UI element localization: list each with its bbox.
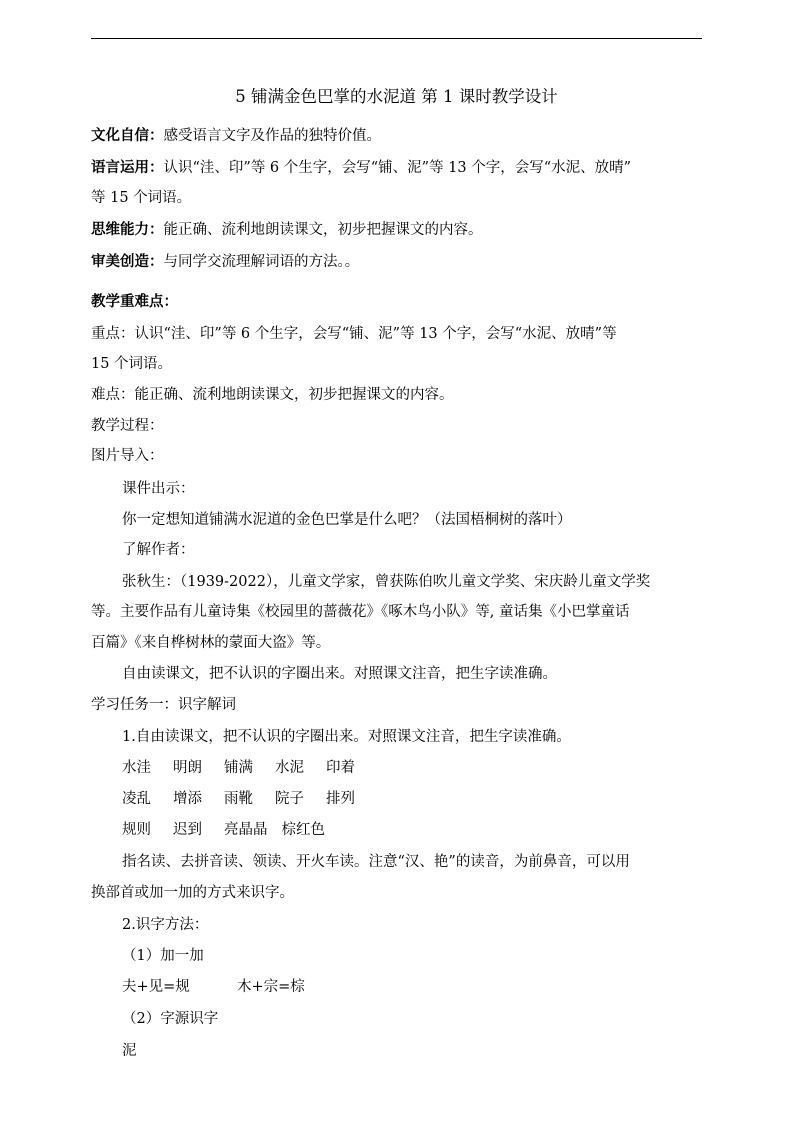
goal-language [91,157,631,179]
goal-text: 与同学交流理解词语的方法。。 [163,254,360,270]
key-point-focus-cont: 15 个词语。 [91,356,173,372]
goal-label: 审美创造： [91,253,164,270]
goal-text: 认识“洼、印”等 6 个生字，会写“铺、泥”等 13 个字，会写“水泥、放晴” [163,160,632,176]
goal-thinking [91,219,483,241]
step-two: 2.识字方法： [122,917,209,933]
author-heading: 了解作者： [122,542,195,558]
key-point-difficulty: 难点：能正确、流利地朗读课文，初步把握课文的内容。 [91,387,454,403]
word-row [122,788,355,810]
vocab-word: 院子 [275,791,304,807]
reading-methods-line1: 指名读、去拼音读、领读、开火车读。注意“汉、艳”的读音，为前鼻音，可以用 [122,854,630,870]
vocab-word: 排列 [326,791,355,807]
vocab-word: 凌乱 [122,791,151,807]
key-points-heading: 教学重难点： [91,293,178,310]
step-one: 1.自由读课文，把不认识的字圈出来。对照课文注音，把生字读准确。 [122,729,571,745]
author-bio-line2: 等。主要作品有儿童诗集《校园里的蔷薇花》《啄木鸟小队》等, 童话集《小巴掌童话 [91,604,630,620]
example-character: 泥 [122,1043,137,1059]
char-combo: 木+宗=棕 [237,979,305,995]
word-row [122,819,325,841]
courseware-label: 课件出示： [122,481,195,497]
task-one-heading: 学习任务一：识字解词 [91,697,236,713]
vocab-word: 雨靴 [224,791,253,807]
key-point-focus: 重点：认识“洼、印”等 6 个生字，会写“铺、泥”等 13 个字，会写“水泥、放晴”等 [91,326,617,342]
goal-text: 等 15 个词语。 [91,190,192,206]
vocab-word: 水洼 [122,760,151,776]
method-etymology: （2）字源识字 [122,1011,219,1027]
goal-aesthetic [91,251,359,273]
vocab-word: 水泥 [275,760,304,776]
process-heading: 教学过程： [91,418,164,434]
vocab-word: 增添 [173,791,202,807]
vocab-word: 规则 [122,822,151,838]
header-rule [91,38,702,39]
goal-label: 语言运用： [91,159,164,176]
vocab-word: 明朗 [173,760,202,776]
author-bio-line3: 百篇》《来自桦树林的蒙面大盗》等。 [91,635,331,651]
author-bio-line1: 张秋生：（1939-2022），儿童文学家，曾获陈伯吹儿童文学奖、宋庆龄儿童文学奖 [122,574,651,590]
goal-text: 感受语言文字及作品的独特价值。 [163,128,381,144]
intro-question: 你一定想知道铺满水泥道的金色巴掌是什么吧？（法国梧桐树的落叶） [122,512,572,528]
vocab-word: 铺满 [224,760,253,776]
reading-methods-line2: 换部首或加一加的方式来识字。 [91,885,294,901]
goal-text: 能正确、流利地朗读课文，初步把握课文的内容。 [163,222,483,238]
goal-language-cont [91,187,191,209]
goal-label: 思维能力： [91,221,164,238]
vocab-word: 亮晶晶 [224,822,268,838]
goal-culture [91,125,381,147]
goal-label: 文化自信： [91,127,164,144]
free-read-instruction: 自由读课文，把不认识的字圈出来。对照课文注音，把生字读准确。 [122,666,557,682]
char-combo: 夫+见=规 [122,979,190,995]
page-title: 5 铺满金色巴掌的水泥道 第 1 课时教学设计 [235,87,558,106]
word-row [122,757,355,779]
vocab-word: 棕红色 [281,822,325,838]
method-add: （1）加一加 [122,948,204,964]
char-combos [122,976,305,998]
intro-heading: 图片导入： [91,448,164,464]
vocab-word: 印着 [326,760,355,776]
vocab-word: 迟到 [173,822,202,838]
